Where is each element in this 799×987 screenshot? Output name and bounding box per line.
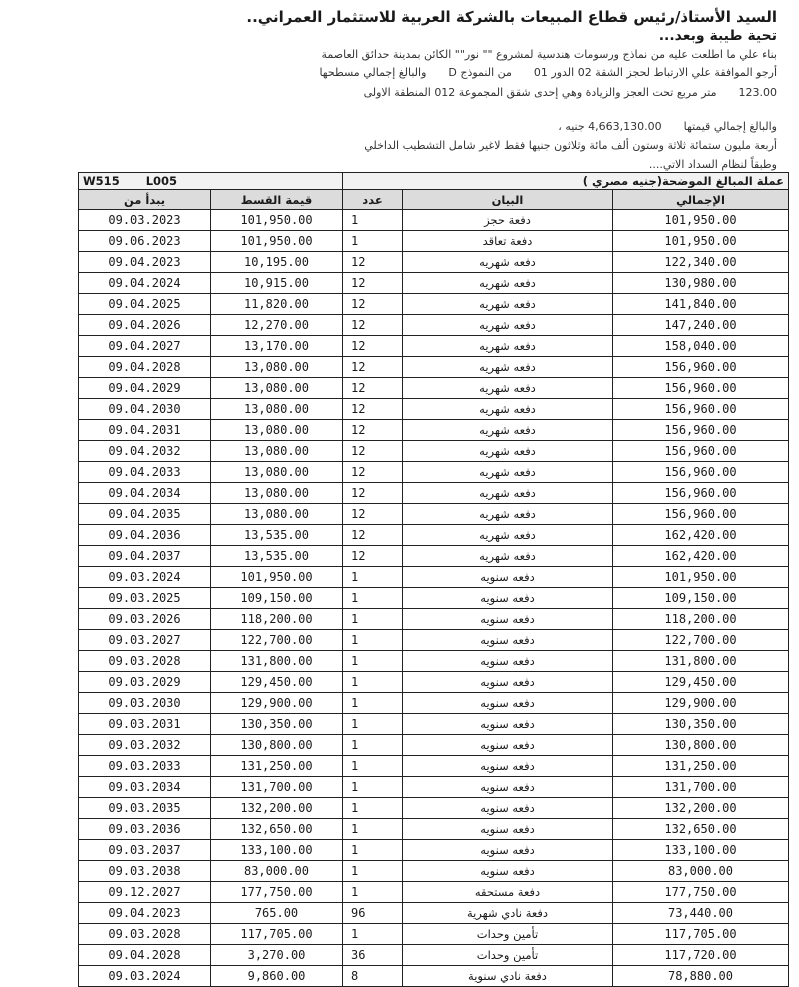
unit-codes: W515 L005: [79, 173, 343, 190]
cell-start-date: 09.03.2033: [79, 756, 211, 777]
cell-count: 12: [343, 504, 403, 525]
cell-description: دفعه سنويه: [403, 714, 613, 735]
col-header-installment: قيمة القسط: [211, 190, 343, 210]
total-line: [558, 120, 777, 133]
payment-intro-line: وطبقاً لنظام السداد الاتي....: [648, 158, 777, 171]
cell-start-date: 09.04.2026: [79, 315, 211, 336]
table-row: [79, 903, 789, 924]
table-row: [79, 798, 789, 819]
cell-count: 1: [343, 210, 403, 231]
cell-count: 1: [343, 567, 403, 588]
cell-start-date: 09.04.2025: [79, 294, 211, 315]
cell-description: دفعة نادي سنوية: [403, 966, 613, 987]
cell-description: دفعه سنويه: [403, 609, 613, 630]
cell-total: 156,960.00: [613, 441, 789, 462]
cell-description: دفعه شهريه: [403, 420, 613, 441]
table-row: [79, 945, 789, 966]
cell-count: 1: [343, 651, 403, 672]
cell-total: 122,340.00: [613, 252, 789, 273]
cell-total: 109,150.00: [613, 588, 789, 609]
cell-installment: 130,350.00: [211, 714, 343, 735]
cell-count: 1: [343, 798, 403, 819]
cell-start-date: 09.03.2032: [79, 735, 211, 756]
cell-total: 156,960.00: [613, 462, 789, 483]
cell-total: 132,200.00: [613, 798, 789, 819]
cell-total: 101,950.00: [613, 567, 789, 588]
cell-description: دفعه سنويه: [403, 567, 613, 588]
cell-installment: 131,250.00: [211, 756, 343, 777]
cell-description: دفعة مستحقه: [403, 882, 613, 903]
table-row: [79, 882, 789, 903]
table-row: [79, 693, 789, 714]
cell-count: 12: [343, 525, 403, 546]
cell-count: 1: [343, 861, 403, 882]
cell-total: 156,960.00: [613, 378, 789, 399]
cell-installment: 11,820.00: [211, 294, 343, 315]
cell-start-date: 09.04.2028: [79, 945, 211, 966]
cell-description: دفعه شهريه: [403, 315, 613, 336]
cell-count: 8: [343, 966, 403, 987]
table-row: [79, 420, 789, 441]
table-row: [79, 609, 789, 630]
cell-total: 156,960.00: [613, 483, 789, 504]
cell-start-date: 09.03.2031: [79, 714, 211, 735]
payment-schedule-table: [78, 172, 789, 987]
cell-start-date: 09.03.2028: [79, 651, 211, 672]
cell-installment: 13,080.00: [211, 357, 343, 378]
cell-description: دفعة تعاقد: [403, 231, 613, 252]
cell-count: 1: [343, 630, 403, 651]
cell-description: دفعه سنويه: [403, 798, 613, 819]
cell-installment: 10,915.00: [211, 273, 343, 294]
cell-total: 147,240.00: [613, 315, 789, 336]
cell-total: 156,960.00: [613, 399, 789, 420]
cell-start-date: 09.03.2024: [79, 567, 211, 588]
cell-total: 122,700.00: [613, 630, 789, 651]
cell-installment: 3,270.00: [211, 945, 343, 966]
cell-installment: 83,000.00: [211, 861, 343, 882]
cell-installment: 10,195.00: [211, 252, 343, 273]
cell-count: 12: [343, 441, 403, 462]
col-header-count: عدد: [343, 190, 403, 210]
cell-start-date: 09.04.2023: [79, 903, 211, 924]
col-header-total: الإجمالي: [613, 190, 789, 210]
cell-description: دفعه سنويه: [403, 861, 613, 882]
table-row: [79, 588, 789, 609]
model-text: من النموذج D: [448, 66, 512, 79]
total-words-line: أربعة مليون ستمائة ثلاثة وستون ألف مائة وثلاثون جنيها فقط لاغير شامل التشطيب الداخلي: [364, 139, 777, 152]
cell-count: 12: [343, 546, 403, 567]
cell-total: 129,450.00: [613, 672, 789, 693]
cell-total: 132,650.00: [613, 819, 789, 840]
cell-count: 1: [343, 924, 403, 945]
table-row: [79, 546, 789, 567]
col-header-start: يبدأ من: [79, 190, 211, 210]
cell-total: 117,705.00: [613, 924, 789, 945]
cell-installment: 133,100.00: [211, 840, 343, 861]
col-header-description: البيان: [403, 190, 613, 210]
area-line: [364, 86, 777, 99]
reservation-text: أرجو الموافقة علي الارتباط لحجز الشقة 02 الدور 01: [533, 66, 777, 79]
cell-count: 1: [343, 756, 403, 777]
cell-installment: 118,200.00: [211, 609, 343, 630]
cell-count: 1: [343, 231, 403, 252]
cell-description: دفعه شهريه: [403, 294, 613, 315]
cell-count: 1: [343, 609, 403, 630]
table-row: [79, 714, 789, 735]
table-row: [79, 231, 789, 252]
cell-count: 1: [343, 672, 403, 693]
cell-start-date: 09.03.2026: [79, 609, 211, 630]
cell-start-date: 09.03.2025: [79, 588, 211, 609]
cell-installment: 13,080.00: [211, 504, 343, 525]
cell-installment: 13,080.00: [211, 420, 343, 441]
cell-count: 36: [343, 945, 403, 966]
cell-description: دفعه شهريه: [403, 525, 613, 546]
cell-description: دفعه سنويه: [403, 819, 613, 840]
table-row: [79, 252, 789, 273]
cell-installment: 132,200.00: [211, 798, 343, 819]
cell-description: تأمين وحدات: [403, 945, 613, 966]
intro-line: بناء علي ما اطلعت عليه من نماذج ورسومات هندسية لمشروع "" نور"" الكائن بمدينة حدائق العاصمة: [321, 48, 777, 61]
cell-total: 133,100.00: [613, 840, 789, 861]
cell-installment: 13,080.00: [211, 462, 343, 483]
total-value: 4,663,130.00: [588, 120, 662, 133]
table-row: [79, 735, 789, 756]
cell-count: 12: [343, 294, 403, 315]
cell-installment: 101,950.00: [211, 567, 343, 588]
table-row: [79, 861, 789, 882]
cell-installment: 13,535.00: [211, 525, 343, 546]
table-row: [79, 630, 789, 651]
cell-total: 177,750.00: [613, 882, 789, 903]
cell-start-date: 09.04.2035: [79, 504, 211, 525]
cell-total: 156,960.00: [613, 420, 789, 441]
cell-installment: 177,750.00: [211, 882, 343, 903]
total-unit: جنيه ،: [558, 120, 585, 133]
cell-count: 1: [343, 714, 403, 735]
cell-installment: 12,270.00: [211, 315, 343, 336]
cell-count: 1: [343, 840, 403, 861]
table-row: [79, 210, 789, 231]
cell-installment: 9,860.00: [211, 966, 343, 987]
cell-installment: 132,650.00: [211, 819, 343, 840]
cell-installment: 13,080.00: [211, 399, 343, 420]
table-header-row: [79, 190, 789, 210]
table-row: [79, 777, 789, 798]
cell-description: دفعه سنويه: [403, 672, 613, 693]
cell-description: دفعة حجز: [403, 210, 613, 231]
cell-total: 101,950.00: [613, 210, 789, 231]
cell-count: 12: [343, 483, 403, 504]
cell-start-date: 09.04.2028: [79, 357, 211, 378]
cell-count: 1: [343, 693, 403, 714]
table-row: [79, 273, 789, 294]
cell-start-date: 09.06.2023: [79, 231, 211, 252]
cell-count: 12: [343, 399, 403, 420]
cell-installment: 131,800.00: [211, 651, 343, 672]
cell-installment: 13,080.00: [211, 378, 343, 399]
cell-description: دفعه سنويه: [403, 777, 613, 798]
cell-start-date: 09.03.2034: [79, 777, 211, 798]
cell-total: 141,840.00: [613, 294, 789, 315]
cell-installment: 101,950.00: [211, 210, 343, 231]
area-label: والبالغ إجمالي مسطحها: [319, 66, 427, 79]
table-currency-row: [79, 173, 789, 190]
cell-total: 162,420.00: [613, 546, 789, 567]
cell-total: 73,440.00: [613, 903, 789, 924]
cell-description: دفعه شهريه: [403, 399, 613, 420]
table-row: [79, 462, 789, 483]
cell-total: 131,800.00: [613, 651, 789, 672]
table-row: [79, 651, 789, 672]
greeting-line: السيد الأستاذ/رئيس قطاع المبيعات بالشركة العربية للاستثمار العمراني..: [246, 8, 777, 26]
table-row: [79, 441, 789, 462]
cell-total: 117,720.00: [613, 945, 789, 966]
cell-installment: 131,700.00: [211, 777, 343, 798]
salutation-line: تحية طيبة وبعد...: [658, 28, 777, 44]
area-description: متر مربع تحت العجز والزيادة وهي إحدى شقق المجموعة 012 المنطقة الاولى: [363, 86, 717, 99]
cell-description: دفعه شهريه: [403, 483, 613, 504]
table-row: [79, 525, 789, 546]
cell-total: 78,880.00: [613, 966, 789, 987]
table-row: [79, 504, 789, 525]
cell-description: دفعه سنويه: [403, 588, 613, 609]
cell-start-date: 09.12.2027: [79, 882, 211, 903]
cell-start-date: 09.04.2033: [79, 462, 211, 483]
total-label: والبالغ إجمالي قيمتها: [683, 120, 777, 133]
cell-start-date: 09.04.2024: [79, 273, 211, 294]
table-row: [79, 357, 789, 378]
cell-start-date: 09.04.2030: [79, 399, 211, 420]
cell-description: دفعه سنويه: [403, 756, 613, 777]
cell-start-date: 09.03.2024: [79, 966, 211, 987]
cell-count: 1: [343, 777, 403, 798]
table-row: [79, 924, 789, 945]
cell-count: 12: [343, 315, 403, 336]
cell-description: دفعه سنويه: [403, 630, 613, 651]
cell-total: 130,980.00: [613, 273, 789, 294]
cell-total: 131,250.00: [613, 756, 789, 777]
table-row: [79, 672, 789, 693]
cell-installment: 13,080.00: [211, 483, 343, 504]
cell-description: دفعه شهريه: [403, 336, 613, 357]
cell-total: 156,960.00: [613, 504, 789, 525]
cell-start-date: 09.04.2034: [79, 483, 211, 504]
table-row: [79, 966, 789, 987]
cell-start-date: 09.04.2036: [79, 525, 211, 546]
cell-start-date: 09.03.2036: [79, 819, 211, 840]
table-row: [79, 483, 789, 504]
cell-installment: 109,150.00: [211, 588, 343, 609]
cell-description: دفعة نادي شهرية: [403, 903, 613, 924]
cell-count: 1: [343, 819, 403, 840]
cell-description: تأمين وحدات: [403, 924, 613, 945]
cell-start-date: 09.04.2027: [79, 336, 211, 357]
table-row: [79, 756, 789, 777]
table-row: [79, 399, 789, 420]
cell-start-date: 09.03.2027: [79, 630, 211, 651]
cell-start-date: 09.04.2031: [79, 420, 211, 441]
cell-count: 12: [343, 420, 403, 441]
cell-count: 12: [343, 273, 403, 294]
cell-description: دفعه شهريه: [403, 504, 613, 525]
cell-start-date: 09.04.2023: [79, 252, 211, 273]
cell-installment: 13,535.00: [211, 546, 343, 567]
cell-total: 118,200.00: [613, 609, 789, 630]
cell-total: 162,420.00: [613, 525, 789, 546]
cell-start-date: 09.04.2032: [79, 441, 211, 462]
cell-installment: 129,900.00: [211, 693, 343, 714]
cell-installment: 13,170.00: [211, 336, 343, 357]
cell-start-date: 09.04.2037: [79, 546, 211, 567]
cell-start-date: 09.03.2038: [79, 861, 211, 882]
table-row: [79, 378, 789, 399]
table-row: [79, 294, 789, 315]
cell-description: دفعه سنويه: [403, 651, 613, 672]
cell-installment: 13,080.00: [211, 441, 343, 462]
cell-total: 131,700.00: [613, 777, 789, 798]
cell-description: دفعه شهريه: [403, 441, 613, 462]
cell-start-date: 09.03.2023: [79, 210, 211, 231]
cell-description: دفعه سنويه: [403, 693, 613, 714]
cell-total: 158,040.00: [613, 336, 789, 357]
cell-count: 12: [343, 336, 403, 357]
cell-total: 83,000.00: [613, 861, 789, 882]
cell-description: دفعه شهريه: [403, 357, 613, 378]
cell-description: دفعه سنويه: [403, 735, 613, 756]
cell-installment: 765.00: [211, 903, 343, 924]
table-row: [79, 315, 789, 336]
cell-description: دفعه شهريه: [403, 546, 613, 567]
cell-count: 12: [343, 357, 403, 378]
cell-description: دفعه شهريه: [403, 462, 613, 483]
area-value: 123.00: [738, 86, 777, 99]
table-row: [79, 819, 789, 840]
cell-count: 12: [343, 462, 403, 483]
cell-total: 130,800.00: [613, 735, 789, 756]
cell-installment: 101,950.00: [211, 231, 343, 252]
cell-total: 130,350.00: [613, 714, 789, 735]
cell-start-date: 09.03.2029: [79, 672, 211, 693]
table-row: [79, 840, 789, 861]
cell-description: دفعه شهريه: [403, 273, 613, 294]
cell-count: 12: [343, 252, 403, 273]
cell-description: دفعه شهريه: [403, 252, 613, 273]
cell-start-date: 09.03.2035: [79, 798, 211, 819]
cell-description: دفعه سنويه: [403, 840, 613, 861]
cell-count: 12: [343, 378, 403, 399]
cell-installment: 117,705.00: [211, 924, 343, 945]
cell-installment: 122,700.00: [211, 630, 343, 651]
cell-start-date: 09.04.2029: [79, 378, 211, 399]
cell-total: 156,960.00: [613, 357, 789, 378]
cell-installment: 130,800.00: [211, 735, 343, 756]
cell-count: 1: [343, 735, 403, 756]
cell-count: 96: [343, 903, 403, 924]
cell-installment: 129,450.00: [211, 672, 343, 693]
cell-description: دفعه شهريه: [403, 378, 613, 399]
cell-total: 129,900.00: [613, 693, 789, 714]
cell-count: 1: [343, 588, 403, 609]
cell-start-date: 09.03.2030: [79, 693, 211, 714]
cell-total: 101,950.00: [613, 231, 789, 252]
table-row: [79, 336, 789, 357]
table-row: [79, 567, 789, 588]
cell-count: 1: [343, 882, 403, 903]
cell-start-date: 09.03.2028: [79, 924, 211, 945]
cell-start-date: 09.03.2037: [79, 840, 211, 861]
currency-label: عملة المبالغ الموضحة(جنيه مصري ): [343, 173, 789, 190]
reservation-line: [319, 66, 777, 79]
